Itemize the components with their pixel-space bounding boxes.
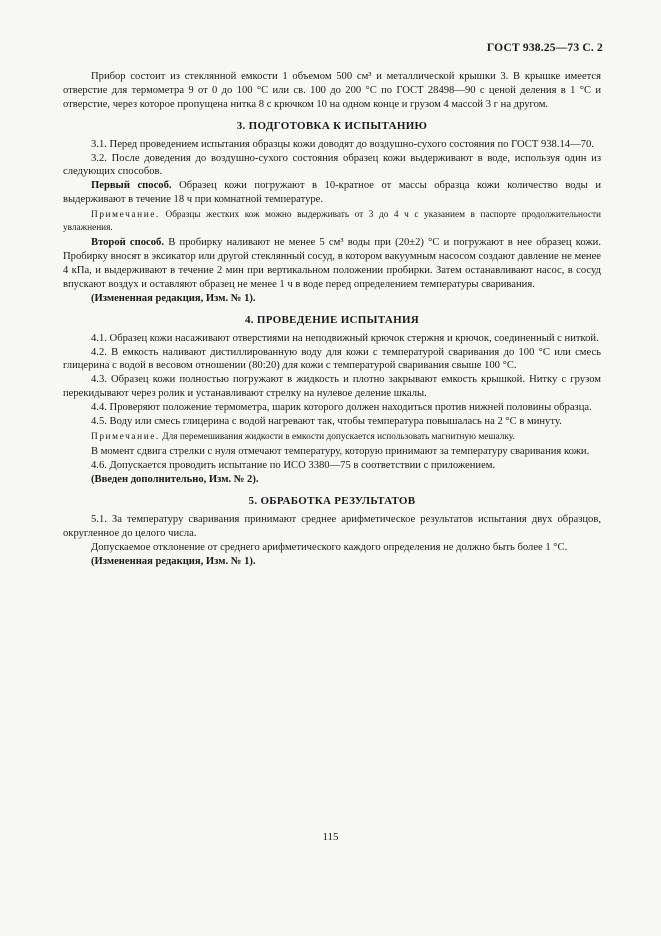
para-4-2: 4.2. В емкость наливают дистиллированную воду для кожи с температурой сваривания до 100 °С или смесь глицерина с водой в весовом отношении (80:20) для кожи с температурой сваривания свыше 100 °С. — [63, 346, 601, 372]
para-3-1: 3.1. Перед проведением испытания образцы кожи доводят до воздушно-сухого состояния по ГОСТ 938.14—70. — [91, 138, 594, 150]
amendment-3: (Измененная редакция, Изм. № 1). — [91, 292, 256, 304]
note-3 — [63, 209, 601, 234]
method-1-lead: Первый способ. — [91, 180, 172, 192]
note-3-label: Примечание. — [91, 210, 160, 221]
amendment-4: (Введен дополнительно, Изм. № 2). — [91, 474, 259, 486]
method-1-paragraph — [63, 179, 601, 207]
note-3-text: Образцы жестких кож можно выдерживать от 3 до 4 ч с указанием в паспорте продолжительности увлажнения. — [63, 210, 601, 233]
running-header: ГОСТ 938.25—73 С. 2 — [486, 42, 603, 54]
para-4-moment: В момент сдвига стрелки с нуля отмечают температуру, которую принимают за температуру сваривания кожи. — [91, 446, 590, 458]
para-4-6: 4.6. Допускается проводить испытание по ИСО 3380—75 в соответствии с приложением. — [91, 460, 496, 472]
section-3-heading: 3. ПОДГОТОВКА К ИСПЫТАНИЮ — [236, 119, 428, 132]
section-4-heading: 4. ПРОВЕДЕНИЕ ИСПЫТАНИЯ — [244, 313, 420, 326]
para-4-5: 4.5. Воду или смесь глицерина с водой нагревают так, чтобы температура повышалась на 2 °С в минуту. — [91, 416, 562, 428]
para-4-3: 4.3. Образец кожи полностью погружают в жидкость и плотно закрывают емкость крышкой. Нитку с грузом перекидывают через ролик и устанавливают стрелку на нулевое деление шкалы. — [63, 374, 601, 400]
method-2-lead: Второй способ. — [91, 237, 164, 249]
document-body — [63, 40, 601, 569]
para-4-4: 4.4. Проверяют положение термометра, шарик которого должен находиться против нижней половины образца. — [91, 402, 592, 414]
note-4 — [63, 431, 601, 444]
para-4-1: 4.1. Образец кожи насаживают отверстиями на неподвижный крючок стержня и крючок, соединенный с ниткой. — [91, 332, 599, 344]
method-1-text: Образец кожи погружают в 10-кратное от массы образца кожи количество воды и выдерживают в течение 18 ч при комнатной температуре. — [63, 180, 601, 206]
para-5-1: 5.1. За температуру сваривания принимают среднее арифметическое результатов испытания двух образцов, округленное до целого числа. — [63, 514, 601, 539]
note-4-text: Для перемешивания жидкости в емкости допускается использовать магнитную мешалку. — [159, 431, 515, 442]
para-5-tolerance: Допускаемое отклонение от среднего арифметического каждого определения не должно быть более 1 °С. — [91, 541, 568, 553]
intro-block — [63, 70, 601, 112]
amendment-5: (Измененная редакция, Изм. № 1). — [91, 555, 256, 567]
section-5-heading: 5. ОБРАБОТКА РЕЗУЛЬТАТОВ — [248, 495, 416, 508]
page-number: 115 — [322, 831, 339, 843]
method-2-text: В пробирку наливают не менее 5 см³ воды при (20±2) °С и погружают в нее образец кожи. Пробирку вносят в эксикатор или другой стеклянный сосуд, в котором вакуумным насосом создают давление не менее 4 кПа, и выдерживают в течение 2 мин при вертикальном положении пробирки. Затем останавливают насос, в сосуд впускают воздух и оставляют образец не менее 1 ч в воде перед определением температуры сваривания. — [63, 237, 601, 290]
para-3-2: 3.2. После доведения до воздушно-сухого состояния образец кожи выдерживают в воде, используя один из следующих способов. — [63, 152, 601, 178]
method-2-paragraph — [63, 236, 601, 292]
intro-paragraph: Прибор состоит из стеклянной емкости 1 объемом 500 см³ и металлической крышки 3. В крышке имеется отверстие для термометра 9 от 0 до 100 °С или св. 100 до 200 °С по ГОСТ 28498—90 с ценой деления в 1 °С и отверстие, через которое пропущена нитка 8 с крючком 10 на одном конце и грузом 4 массой 3 г на другом. — [63, 71, 601, 110]
note-4-label: Примечание. — [91, 431, 160, 442]
